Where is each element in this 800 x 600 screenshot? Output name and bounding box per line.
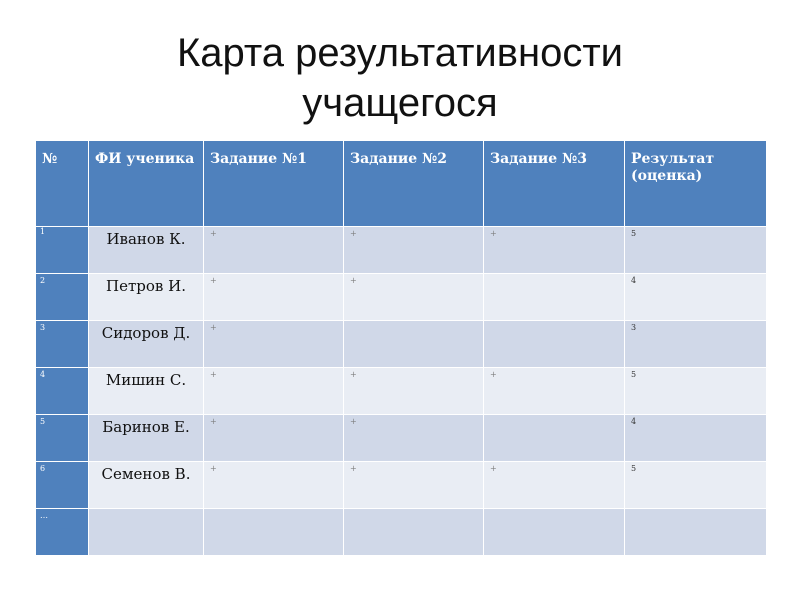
slide-title-line2: учащегося bbox=[302, 81, 498, 125]
table-row bbox=[36, 227, 767, 274]
task-3-mark: + bbox=[484, 227, 625, 274]
result-grade: 5 bbox=[625, 368, 767, 415]
student-name: Петров И. bbox=[89, 274, 204, 321]
student-name: Мишин С. bbox=[89, 368, 204, 415]
result-grade: 3 bbox=[625, 321, 767, 368]
student-name: Баринов Е. bbox=[89, 415, 204, 462]
row-number: 2 bbox=[36, 274, 89, 321]
task-3-mark bbox=[484, 509, 625, 556]
task-3-mark bbox=[484, 321, 625, 368]
row-number: 3 bbox=[36, 321, 89, 368]
row-number: 4 bbox=[36, 368, 89, 415]
task-2-mark: + bbox=[344, 368, 484, 415]
row-number: … bbox=[36, 509, 89, 556]
row-number: 6 bbox=[36, 462, 89, 509]
student-name bbox=[89, 509, 204, 556]
task-2-mark: + bbox=[344, 462, 484, 509]
task-2-mark: + bbox=[344, 274, 484, 321]
row-number: 5 bbox=[36, 415, 89, 462]
task-1-mark: + bbox=[204, 227, 344, 274]
result-grade: 4 bbox=[625, 415, 767, 462]
task-3-mark: + bbox=[484, 462, 625, 509]
header-task-2: Задание №2 bbox=[344, 141, 484, 227]
table-row bbox=[36, 462, 767, 509]
task-2-mark: + bbox=[344, 415, 484, 462]
table-row bbox=[36, 274, 767, 321]
header-student-name: ФИ ученика bbox=[89, 141, 204, 227]
result-grade: 5 bbox=[625, 227, 767, 274]
task-1-mark: + bbox=[204, 274, 344, 321]
task-3-mark: + bbox=[484, 368, 625, 415]
table-header-row bbox=[36, 141, 767, 227]
task-3-mark bbox=[484, 415, 625, 462]
student-name: Семенов В. bbox=[89, 462, 204, 509]
task-2-mark bbox=[344, 321, 484, 368]
task-1-mark: + bbox=[204, 368, 344, 415]
result-grade: 5 bbox=[625, 462, 767, 509]
slide-title bbox=[0, 28, 800, 128]
table-row bbox=[36, 321, 767, 368]
result-grade bbox=[625, 509, 767, 556]
table-row bbox=[36, 509, 767, 556]
table-row bbox=[36, 415, 767, 462]
header-number: № bbox=[36, 141, 89, 227]
task-1-mark bbox=[204, 509, 344, 556]
result-grade: 4 bbox=[625, 274, 767, 321]
student-name: Сидоров Д. bbox=[89, 321, 204, 368]
student-name: Иванов К. bbox=[89, 227, 204, 274]
task-3-mark bbox=[484, 274, 625, 321]
slide-title-line1: Карта результативности bbox=[177, 31, 623, 75]
task-1-mark: + bbox=[204, 321, 344, 368]
task-2-mark: + bbox=[344, 227, 484, 274]
header-result: Результат (оценка) bbox=[625, 141, 767, 227]
task-1-mark: + bbox=[204, 462, 344, 509]
header-task-1: Задание №1 bbox=[204, 141, 344, 227]
task-2-mark bbox=[344, 509, 484, 556]
row-number: 1 bbox=[36, 227, 89, 274]
results-table bbox=[35, 140, 767, 556]
task-1-mark: + bbox=[204, 415, 344, 462]
table-row bbox=[36, 368, 767, 415]
header-task-3: Задание №3 bbox=[484, 141, 625, 227]
